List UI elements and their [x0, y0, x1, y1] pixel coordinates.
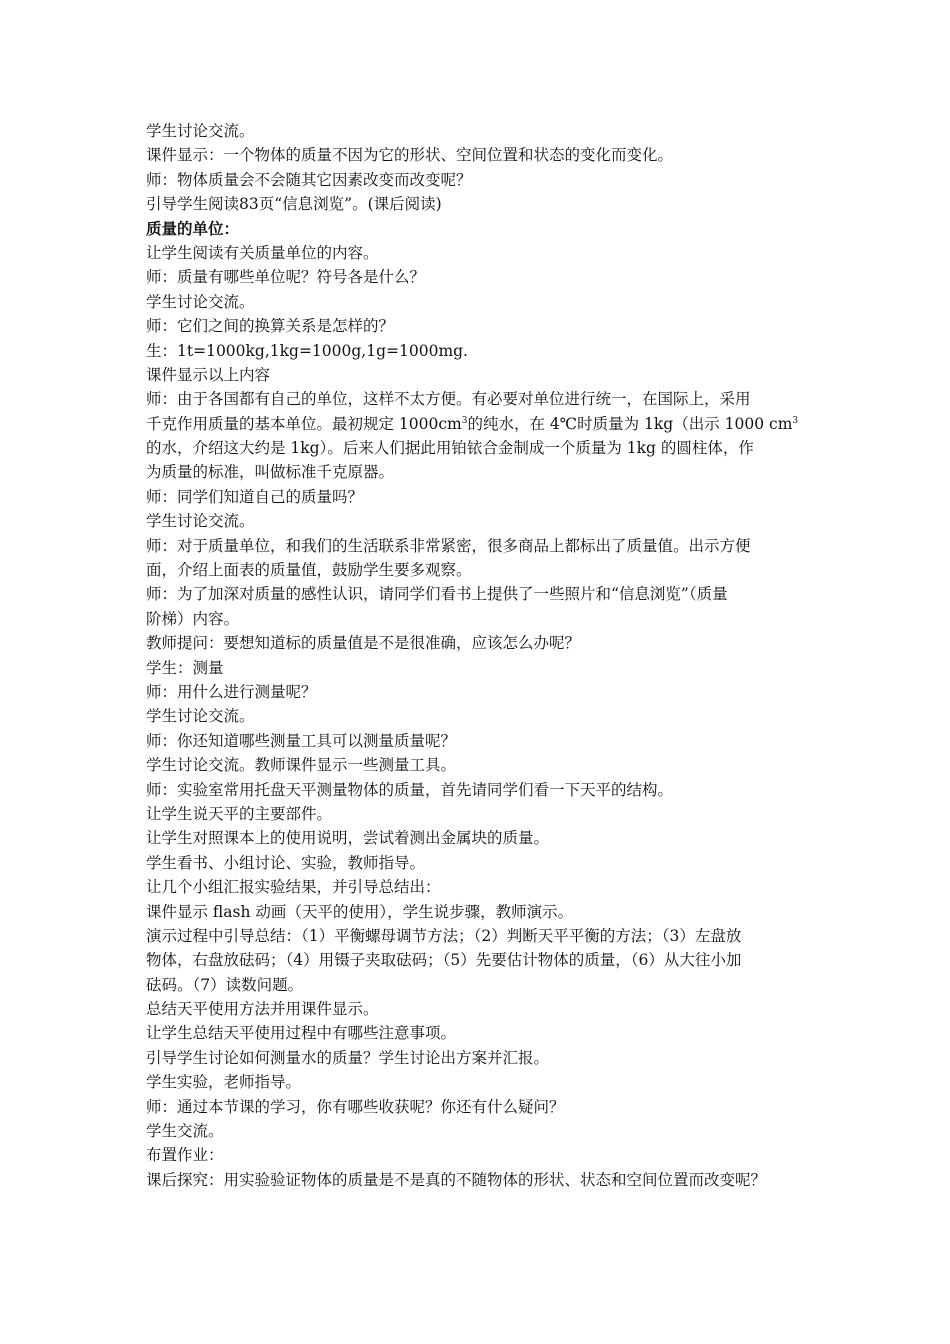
text-line: 让学生阅读有关质量单位的内容。	[146, 243, 379, 262]
text-line: 师：对于质量单位，和我们的生活联系非常紧密，很多商品上都标出了质量值。出示方便	[146, 536, 751, 555]
text-line: 的水，介绍这大约是 1kg）。后来人们据此用铂铱合金制成一个质量为 1kg 的圆柱体，作	[146, 439, 754, 458]
text-line: 学生讨论交流。	[146, 292, 255, 311]
text-line: 学生讨论交流。	[146, 512, 255, 531]
text-line: 生：1t=1000kg,1kg=1000g,1g=1000mg.	[146, 341, 468, 360]
text-line: 学生看书、小组讨论、实验，教师指导。	[146, 853, 426, 872]
text-fragment: 千克作用质量的基本单位。最初规定 1000cm	[146, 414, 462, 433]
section-heading: 质量的单位：	[146, 218, 240, 238]
text-line: 课件显示 flash 动画（天平的使用），学生说步骤，教师演示。	[146, 902, 574, 921]
text-line: 课件显示：一个物体的质量不因为它的形状、空间位置和状态的变化而变化。	[146, 146, 674, 165]
text-line: 布置作业：	[146, 1146, 224, 1165]
text-line: 让学生说天平的主要部件。	[146, 804, 333, 823]
text-line: 引导学生讨论如何测量水的质量？学生讨论出方案并汇报。	[146, 1048, 550, 1067]
text-line: 学生交流。	[146, 1122, 224, 1141]
text-line: 演示过程中引导总结：（1）平衡螺母调节方法；（2）判断天平平衡的方法；（3）左盘放	[146, 926, 742, 945]
superscript: 3	[792, 415, 799, 426]
text-line: 学生讨论交流。	[146, 707, 255, 726]
text-line: 课后探究：用实验验证物体的质量是不是真的不随物体的形状、状态和空间位置而改变呢？	[146, 1170, 767, 1189]
text-line: 总结天平使用方法并用课件显示。	[146, 1000, 379, 1019]
text-line: 师：用什么进行测量呢？	[146, 682, 317, 701]
text-line: 为质量的标准，叫做标准千克原器。	[146, 463, 395, 482]
text-line: 师：你还知道哪些测量工具可以测量质量呢？	[146, 731, 457, 750]
text-line: 师：由于各国都有自己的单位，这样不太方便。有必要对单位进行统一，在国际上，采用	[146, 390, 751, 409]
text-line: 师：质量有哪些单位呢？符号各是什么？	[146, 268, 426, 287]
text-line: 砝码。（7）读数问题。	[146, 975, 304, 994]
text-line: 学生：测量	[146, 658, 224, 677]
text-line: 引导学生阅读83页“信息浏览”。(课后阅读)	[146, 195, 442, 214]
text-line: 师：为了加深对质量的感性认识，请同学们看书上提供了一些照片和“信息浏览”（质量	[146, 585, 728, 604]
text-line: 师：同学们知道自己的质量吗？	[146, 487, 364, 506]
text-line: 课件显示以上内容	[146, 365, 271, 384]
text-line: 学生实验，老师指导。	[146, 1073, 302, 1092]
text-line: 师：物体质量会不会随其它因素改变而改变呢？	[146, 170, 472, 189]
text-line: 教师提问：要想知道标的质量值是不是很准确，应该怎么办呢？	[146, 634, 581, 653]
text-line: 师：实验室常用托盘天平测量物体的质量，首先请同学们看一下天平的结构。	[146, 780, 674, 799]
text-line	[146, 412, 812, 436]
superscript: 3	[461, 415, 468, 426]
text-line: 让学生对照课本上的使用说明，尝试着测出金属块的质量。	[146, 829, 550, 848]
text-line: 面，介绍上面表的质量值，鼓励学生要多观察。	[146, 561, 472, 580]
text-line: 让学生总结天平使用过程中有哪些注意事项。	[146, 1024, 457, 1043]
text-line: 师：通过本节课的学习，你有哪些收获呢？你还有什么疑问？	[146, 1097, 565, 1116]
text-line: 学生讨论交流。	[146, 122, 255, 140]
text-line: 学生讨论交流。教师课件显示一些测量工具。	[146, 756, 457, 775]
text-line: 让几个小组汇报实验结果，并引导总结出：	[146, 878, 441, 897]
text-fragment: 的纯水，在 4℃时质量为 1kg（出示 1000 cm	[467, 414, 793, 433]
text-line: 物体，右盘放砝码；（4）用镊子夹取砝码；（5）先要估计物体的质量，（6）从大往小加	[146, 951, 742, 970]
text-line: 师：它们之间的换算关系是怎样的？	[146, 317, 395, 336]
text-line: 阶梯）内容。	[146, 609, 240, 628]
